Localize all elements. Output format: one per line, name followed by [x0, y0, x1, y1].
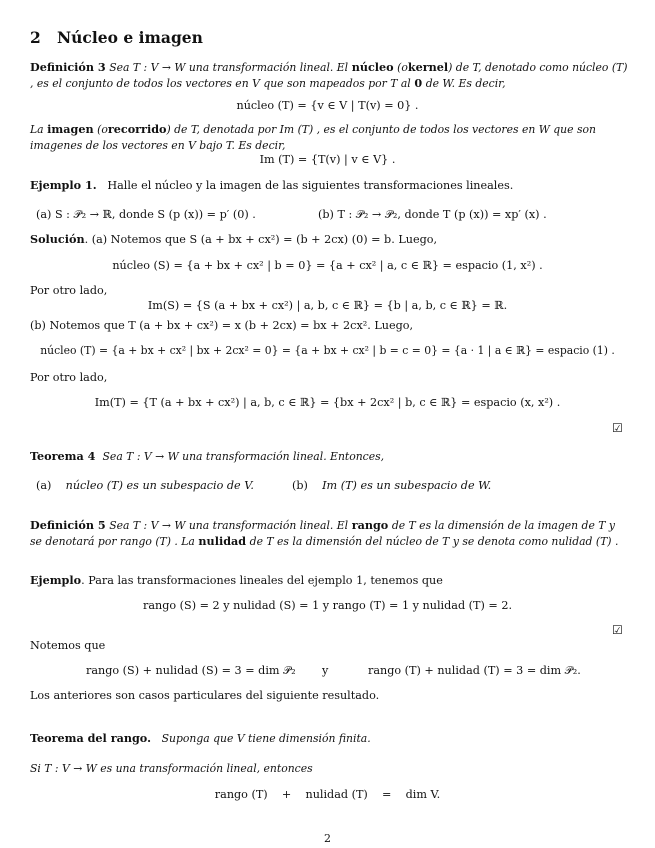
solution-line-2: (b) Notemos que T (a + bx + cx²) = x (b + 2cx) = bx + 2cx². Luego, — [30, 319, 414, 332]
definition-3-text-b: (o — [397, 61, 408, 74]
note-formula-left: rango (S) + nulidad (S) = 3 = dim 𝒫₂ — [86, 664, 296, 677]
theorem-4-text: Sea T : V → W una transformación lineal. Entonces, — [102, 450, 385, 463]
image-def-text-a: La — [30, 123, 44, 136]
example-2 — [30, 573, 628, 588]
rank-theorem-label: Teorema del rango. — [30, 731, 151, 745]
example-2-text: . Para las transformaciones lineales del ejemplo 1, tenemos que — [81, 574, 443, 587]
image-formula: Im (T) = {T(v) | v ∈ V} . — [259, 153, 396, 166]
theorem-4-label: Teorema 4 — [30, 449, 96, 463]
example-1 — [30, 178, 628, 193]
section-title-text: Núcleo e imagen — [57, 28, 203, 47]
qed-checkbox-icon: ☑ — [612, 623, 623, 637]
rank-theorem-line: Si T : V → W es una transformación lineal, entonces — [30, 762, 313, 775]
section-title — [30, 28, 628, 49]
zero-vector: 0 — [414, 75, 423, 90]
rank-theorem-text: Suponga que V tiene dimensión finita. — [161, 732, 371, 745]
note-formula-mid: y — [322, 664, 329, 677]
solution-label: Solución — [30, 232, 85, 246]
theorem-4 — [30, 449, 628, 465]
kernel-t-formula: núcleo (T) = {a + bx + cx² | bx + 2cx² = 0} = {a + bx + cx² | b = c = 0} = {a · 1 | a ∈ ℝ} = espacio (1) . — [40, 344, 615, 357]
term-kernel: kernel — [407, 60, 449, 74]
rank-theorem — [30, 731, 628, 747]
qed-checkbox-icon: ☑ — [612, 421, 623, 435]
image-definition — [30, 122, 628, 153]
definition-3 — [30, 60, 628, 91]
theorem-4-item-b — [292, 478, 491, 493]
example-1-item-a: (a) S : 𝒫₂ → ℝ, donde S (p (x)) = p′ (0) . — [36, 208, 256, 221]
term-nulidad: nulidad — [198, 533, 247, 548]
solution-line-1 — [30, 232, 628, 247]
rank-nullity-formula: rango (T) + nulidad (T) = dim V. — [214, 788, 441, 801]
term-recorrido: recorrido — [107, 122, 167, 136]
section-number: 2 — [30, 28, 41, 47]
item-b-label: (b) — [292, 479, 308, 492]
definition-5 — [30, 518, 628, 549]
image-def-text-b: (o — [97, 123, 108, 136]
definition-3-text-a: Sea T : V → W una transformación lineal. El — [109, 61, 349, 74]
solution-line-1-text: . (a) Notemos que S (a + bx + cx²) = (b + 2cx) (0) = b. Luego, — [84, 233, 438, 246]
rank-nullity-values: rango (S) = 2 y nulidad (S) = 1 y rango (T) = 1 y nulidad (T) = 2. — [142, 599, 513, 612]
example-1-item-b: (b) T : 𝒫₂ → 𝒫₂, donde T (p (x)) = xp′ (x) . — [318, 208, 547, 221]
image-s-formula: Im(S) = {S (a + bx + cx²) | a, b, c ∈ ℝ} = {b | a, b, c ∈ ℝ} = ℝ. — [147, 299, 508, 312]
note-formula-right: rango (T) + nulidad (T) = 3 = dim 𝒫₂. — [368, 664, 581, 677]
example-1-text: Halle el núcleo y la imagen de las siguientes transformaciones lineales. — [107, 179, 514, 192]
other-side-1: Por otro lado, — [30, 284, 108, 297]
definition-5-text-a: Sea T : V → W una transformación lineal. El — [109, 519, 349, 532]
note-after: Los anteriores son casos particulares del siguiente resultado. — [30, 689, 380, 702]
item-a-text: núcleo (T) es un subespacio de V. — [65, 479, 254, 492]
item-b-text: Im (T) es un subespacio de W. — [322, 479, 492, 492]
definition-3-label: Definición 3 — [30, 60, 106, 74]
page-number: 2 — [324, 832, 331, 845]
term-nucleo: núcleo — [351, 60, 394, 74]
term-rango: rango — [351, 518, 389, 532]
example-2-label: Ejemplo — [30, 573, 82, 587]
other-side-2: Por otro lado, — [30, 371, 108, 384]
image-def-text-c: ) de T, denotada por Im (T) , es el conjunto de todos los vectores en W que son imagenes de los vectores en V bajo T. Es decir, — [30, 123, 596, 152]
definition-5-text-b: de T es la dimensión de la imagen de T y se denotará por rango (T) . La — [30, 519, 616, 548]
note-text: Notemos que — [30, 639, 106, 652]
kernel-formula: núcleo (T) = {v ∈ V | T(v) = 0} . — [236, 99, 419, 112]
image-t-formula: Im(T) = {T (a + bx + cx²) | a, b, c ∈ ℝ} = {bx + 2cx² | b, c ∈ ℝ} = espacio (x, x²) . — [94, 396, 561, 409]
item-a-label: (a) — [36, 479, 52, 492]
kernel-s-formula: núcleo (S) = {a + bx + cx² | b = 0} = {a + cx² | a, c ∈ ℝ} = espacio (1, x²) . — [112, 259, 543, 272]
definition-5-text-c: de T es la dimensión del núcleo de T y se denota como nulidad (T) . — [249, 534, 619, 548]
term-imagen: imagen — [47, 122, 94, 136]
definition-3-text-c: ) de T, denotado como núcleo (T) , es el conjunto de todos los vectores en V que son mapeados por T al — [30, 61, 628, 90]
definition-3-text-d: de W. Es decir, — [425, 76, 506, 90]
example-1-label: Ejemplo 1. — [30, 178, 97, 192]
definition-5-label: Definición 5 — [30, 518, 106, 532]
theorem-4-item-a — [36, 478, 254, 493]
